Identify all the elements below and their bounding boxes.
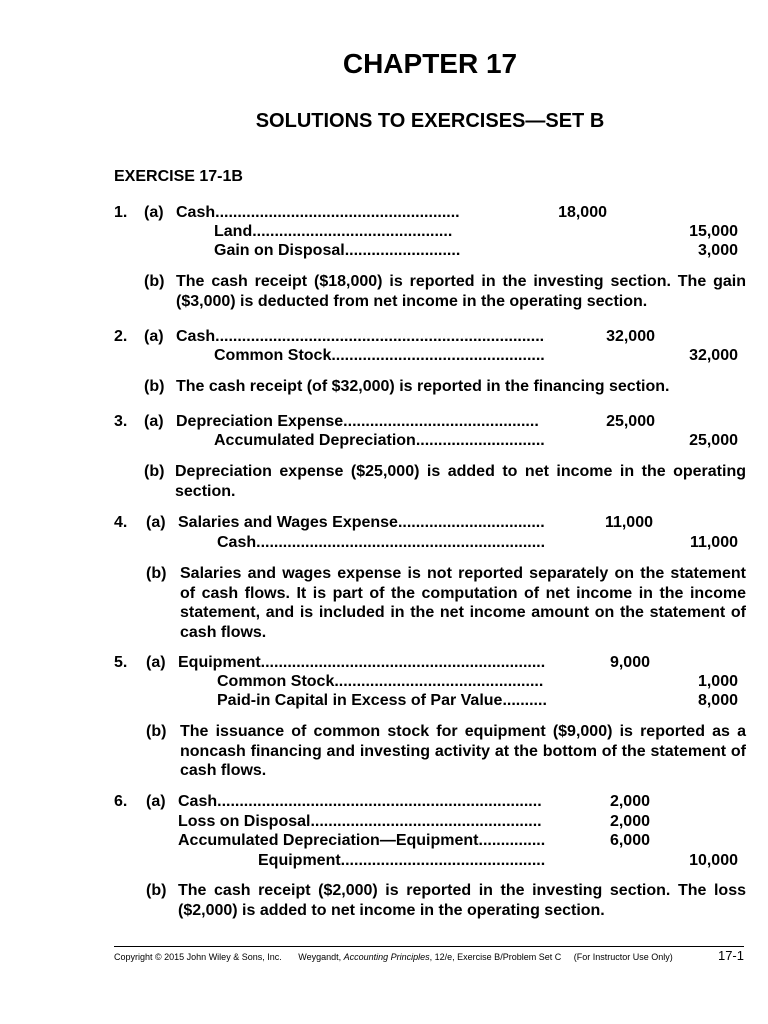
debit-amount: 32,000	[606, 328, 655, 345]
account-name: Cash.................................................................	[217, 534, 546, 551]
credit-amount: 8,000	[697, 692, 738, 709]
debit-amount: 2,000	[609, 813, 650, 830]
account-name: Accumulated Depreciation.............................	[214, 432, 545, 449]
entry-part: (b)	[146, 723, 167, 740]
debit-amount: 25,000	[606, 413, 655, 430]
entry-number: 5.	[114, 654, 128, 671]
account-name: Equipment..............................................	[258, 852, 546, 869]
entry-number: 2.	[114, 328, 128, 345]
account-name: Common Stock...............................................	[217, 673, 544, 690]
entry-part: (b)	[144, 378, 165, 395]
debit-amount: 2,000	[609, 793, 650, 810]
account-name: Cash.........................................................................	[178, 793, 542, 810]
debit-amount: 6,000	[609, 832, 650, 849]
entry-explanation: The cash receipt (of $32,000) is reported in the financing section.	[176, 378, 670, 395]
account-name: Accumulated Depreciation—Equipment...............	[178, 832, 546, 849]
credit-amount: 11,000	[689, 534, 738, 551]
page-number: 17-1	[717, 948, 744, 963]
account-name: Loss on Disposal....................................................	[178, 813, 542, 830]
entry-part: (b)	[144, 463, 165, 480]
footer	[114, 952, 687, 962]
account-name: Paid-in Capital in Excess of Par Value..........	[217, 692, 547, 709]
account-name: Equipment................................................................	[178, 654, 546, 671]
entry-part: (a)	[144, 204, 164, 221]
entry-part: (b)	[146, 882, 167, 899]
credit-amount: 25,000	[689, 432, 738, 449]
page-subtitle: SOLUTIONS TO EXERCISES—SET B	[255, 110, 605, 132]
entry-number: 4.	[114, 514, 128, 531]
page-title: CHAPTER 17	[342, 48, 518, 79]
footer-divider	[114, 946, 744, 947]
account-name: Cash.......................................................	[176, 204, 460, 221]
entry-part: (a)	[146, 654, 166, 671]
debit-amount: 11,000	[604, 514, 653, 531]
account-name: Common Stock................................................	[214, 347, 545, 364]
entry-explanation: The cash receipt ($2,000) is reported in the investing section. The loss ($2,000) is added to net income in the operating section.	[178, 882, 746, 919]
entry-number: 1.	[114, 204, 128, 221]
entry-part: (a)	[146, 514, 166, 531]
account-name: Gain on Disposal..........................	[214, 242, 461, 259]
entry-part: (b)	[144, 273, 165, 290]
debit-amount: 18,000	[558, 204, 607, 221]
footer-book: Weygandt, Accounting Principles, 12/e, Exercise B/Problem Set C	[298, 952, 562, 962]
entry-explanation: The cash receipt ($18,000) is reported in the investing section. The gain ($3,000) is deducted from net income in the operating section.	[176, 273, 746, 310]
entry-part: (a)	[146, 793, 166, 810]
footer-use-note: (For Instructor Use Only)	[573, 952, 673, 962]
entry-number: 3.	[114, 413, 128, 430]
exercise-heading: EXERCISE 17-1B	[114, 168, 243, 185]
entry-explanation: The issuance of common stock for equipment ($9,000) is reported as a noncash financing and investing activity at the bottom of the statement of cash flows.	[180, 723, 746, 779]
debit-amount: 9,000	[609, 654, 650, 671]
entry-explanation: Salaries and wages expense is not reported separately on the statement of cash flows. It is part of the computation of net income in the income statement, and is included in the net income amount on the statement of cash flows.	[180, 565, 746, 641]
entry-number: 6.	[114, 793, 128, 810]
credit-amount: 3,000	[697, 242, 738, 259]
entry-part: (b)	[146, 565, 167, 582]
account-name: Salaries and Wages Expense.................................	[178, 514, 545, 531]
account-name: Depreciation Expense............................................	[176, 413, 539, 430]
account-name: Cash..........................................................................	[176, 328, 545, 345]
footer-copyright: Copyright © 2015 John Wiley & Sons, Inc.	[114, 952, 282, 962]
account-name: Land.............................................	[214, 223, 453, 240]
entry-part: (a)	[144, 413, 164, 430]
credit-amount: 15,000	[689, 223, 738, 240]
credit-amount: 1,000	[697, 673, 738, 690]
credit-amount: 32,000	[689, 347, 738, 364]
credit-amount: 10,000	[689, 852, 738, 869]
entry-part: (a)	[144, 328, 164, 345]
entry-explanation: Depreciation expense ($25,000) is added to net income in the operating section.	[175, 463, 746, 500]
